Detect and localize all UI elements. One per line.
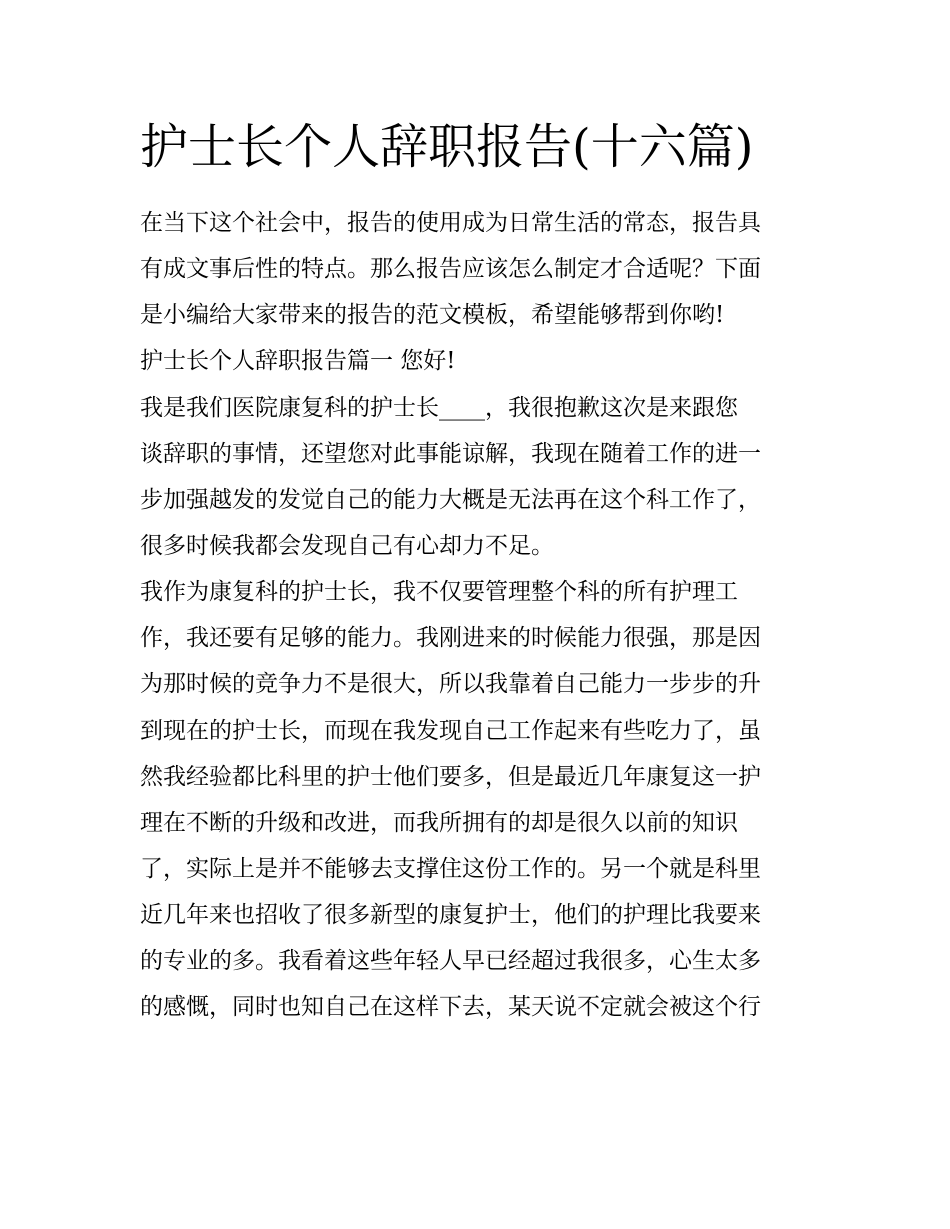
body-line: 近几年来也招收了很多新型的康复护士，他们的护理比我要来 (140, 902, 761, 929)
body-line: 到现在的护士长，而现在我发现自己工作起来有些吃力了，虽 (140, 717, 761, 744)
section-heading-line: 护士长个人辞职报告篇一 您好! (140, 348, 456, 375)
body-line: 理在不断的升级和改进，而我所拥有的却是很久以前的知识 (140, 809, 738, 836)
body-line: 作，我还要有足够的能力。我刚进来的时候能力很强，那是因 (140, 625, 761, 652)
body-line: 的专业的多。我看着这些年轻人早已经超过我很多，心生太多 (140, 948, 761, 975)
page-title: 护士长个人辞职报告(十六篇) (140, 119, 754, 175)
body-line: 谈辞职的事情，还望您对此事能谅解，我现在随着工作的进一 (140, 440, 761, 467)
body-line: 为那时候的竞争力不是很大，所以我靠着自己能力一步步的升 (140, 671, 761, 698)
body-line: 我作为康复科的护士长，我不仅要管理整个科的所有护理工 (140, 579, 738, 606)
body-line: 的感慨，同时也知自己在这样下去，某天说不定就会被这个行 (140, 994, 761, 1021)
body-line: 有成文事后性的特点。那么报告应该怎么制定才合适呢？下面 (140, 256, 761, 283)
body-line: 很多时候我都会发现自己有心却力不足。 (140, 532, 554, 559)
body-line: 是小编给大家带来的报告的范文模板，希望能够帮到你哟! (140, 302, 725, 329)
body-line: 我是我们医院康复科的护士长____，我很抱歉这次是来跟您 (140, 394, 738, 421)
body-line: 步加强越发的发觉自己的能力大概是无法再在这个科工作了， (140, 486, 761, 513)
document-body (140, 200, 820, 1031)
body-line: 了，实际上是并不能够去支撑住这份工作的。另一个就是科里 (140, 855, 761, 882)
body-line: 然我经验都比科里的护士他们要多，但是最近几年康复这一护 (140, 763, 761, 790)
body-line: 在当下这个社会中，报告的使用成为日常生活的常态，报告具 (140, 210, 761, 236)
